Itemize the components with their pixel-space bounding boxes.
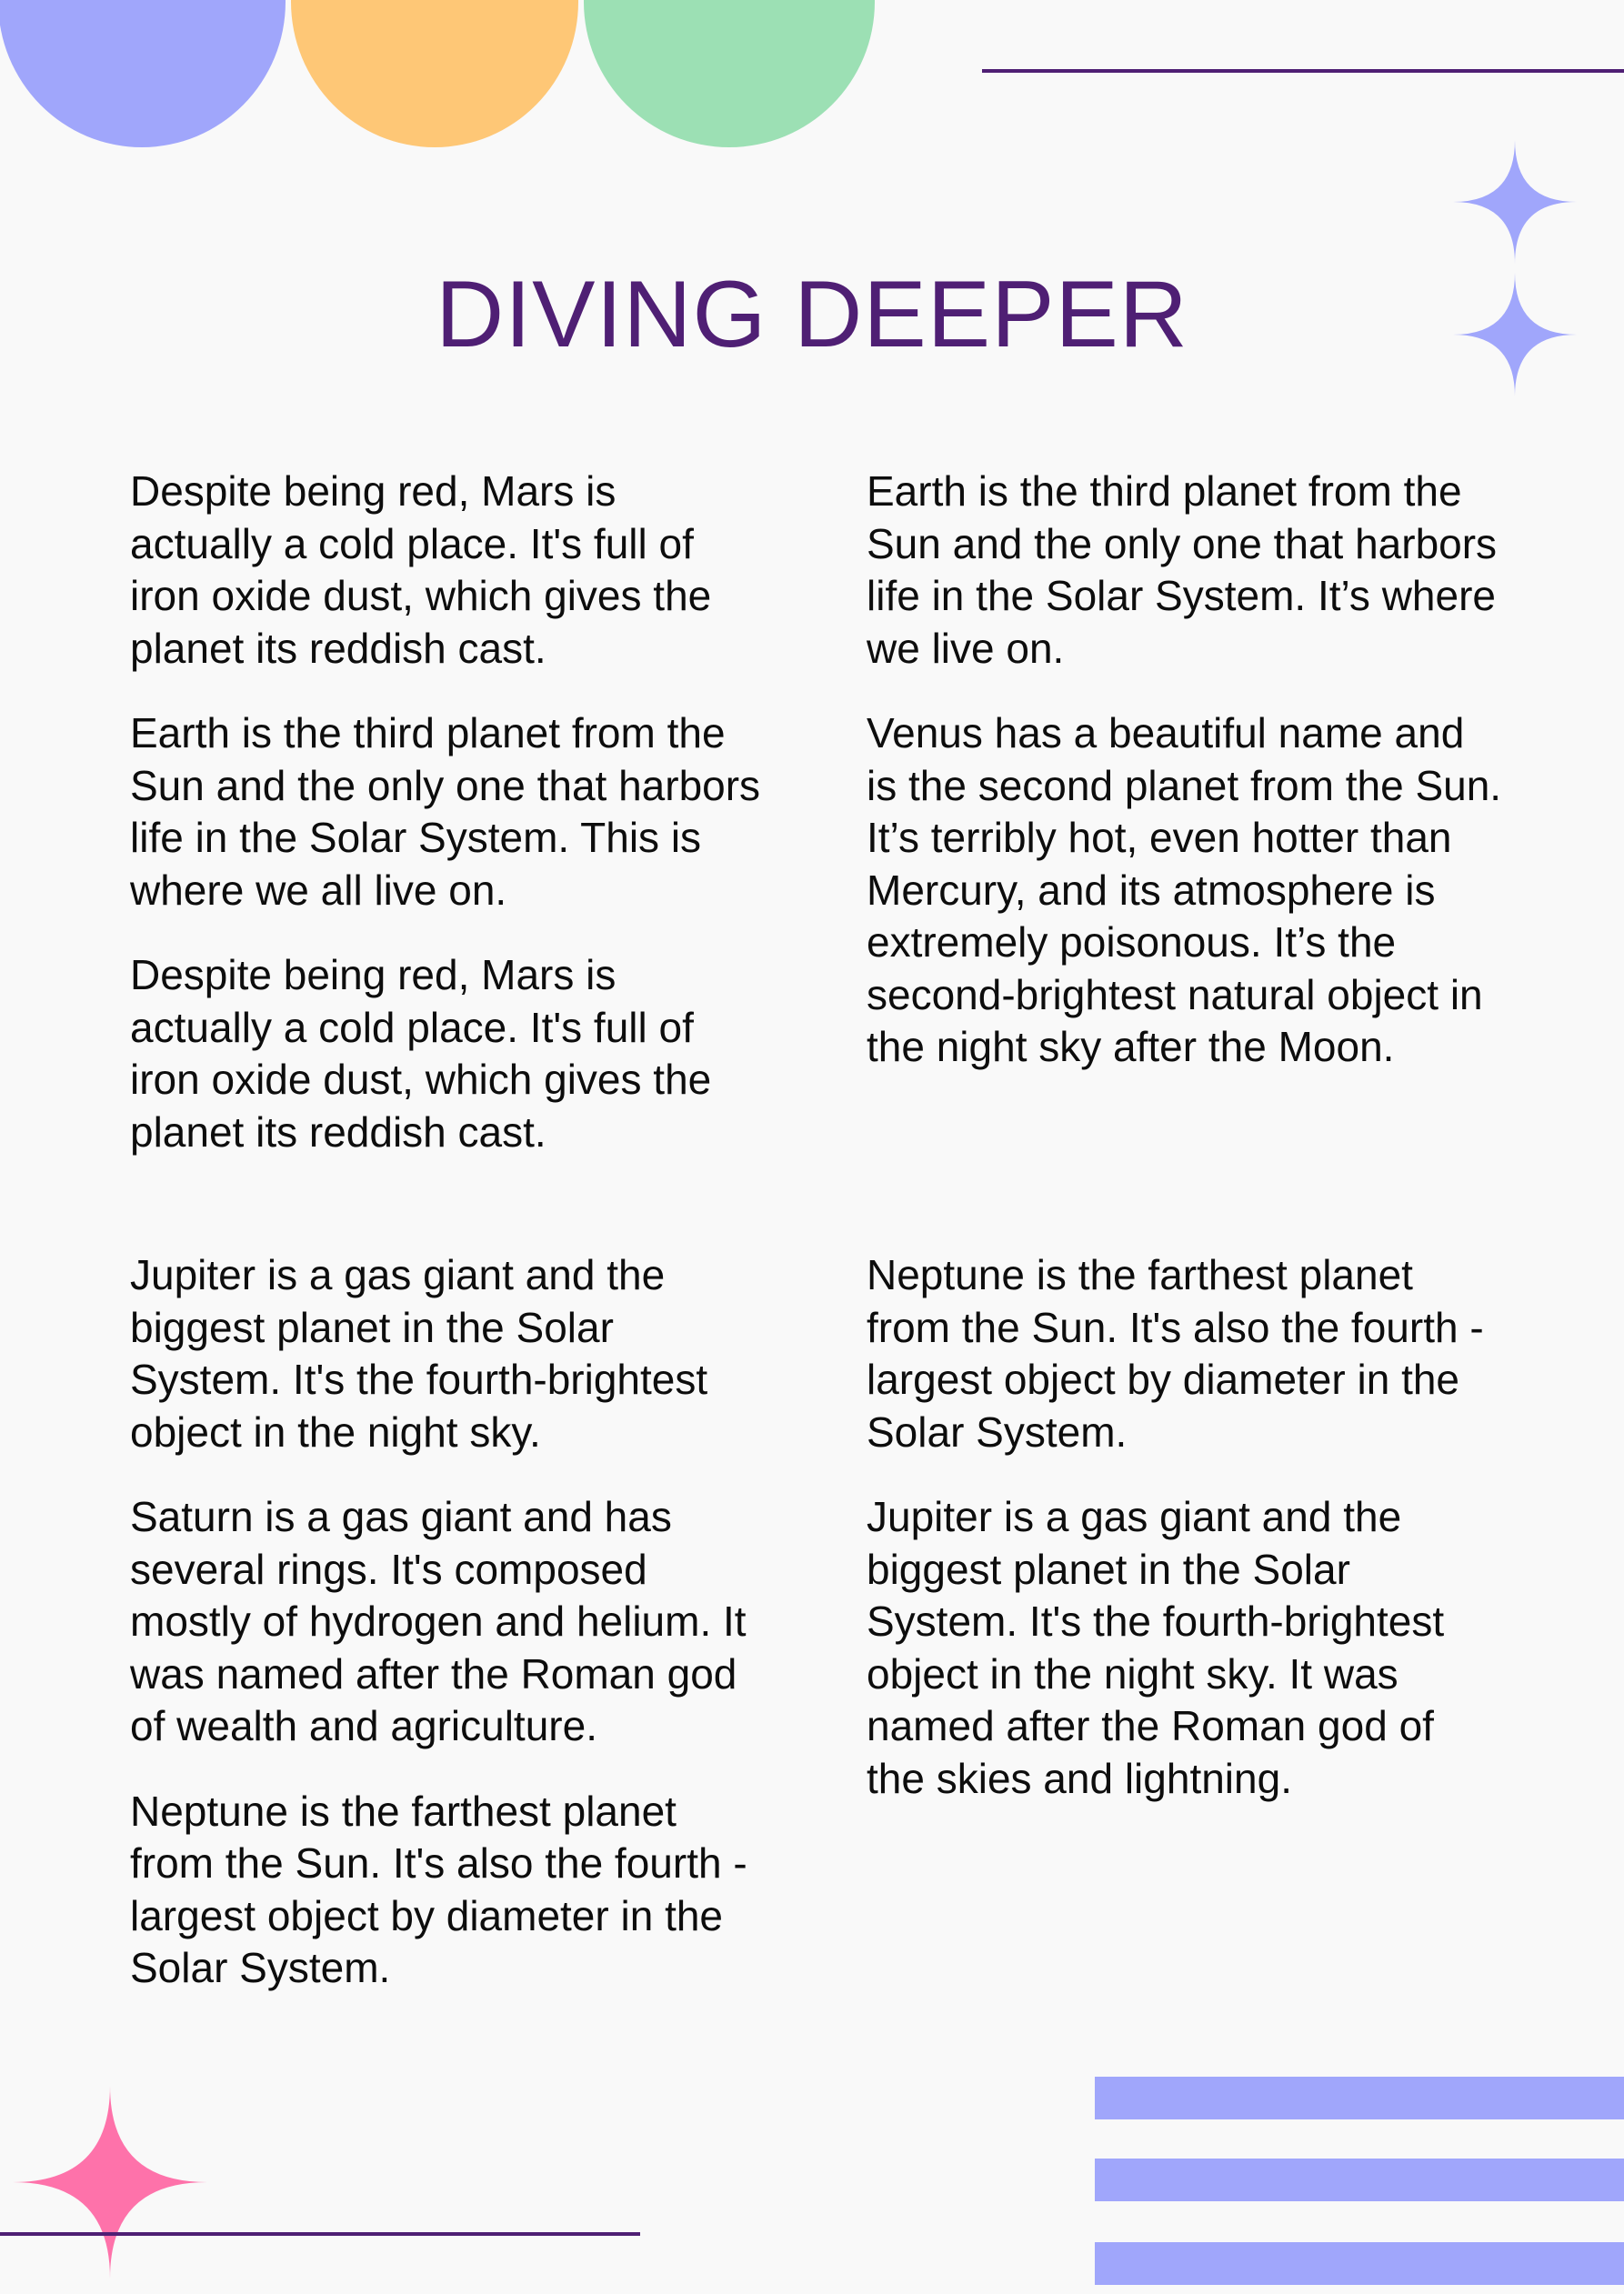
paragraph: Earth is the third planet from the Sun and the only one that harbors life in the Solar System. This is where we all live on.: [130, 709, 761, 914]
paragraph: Saturn is a gas giant and has several rings. It's composed mostly of hydrogen and helium. It was named after the Roman god of wealth and agriculture.: [130, 1493, 747, 1749]
paragraph: Earth is the third planet from the Sun and the only one that harbors life in the Solar System. It’s where we live on.: [867, 467, 1498, 672]
decor-bar: [1095, 2159, 1624, 2201]
section-2-right-column: [867, 1249, 1503, 1838]
paragraph: Neptune is the farthest planet from the Sun. It's also the fourth -largest object by diameter in the Solar System.: [867, 1251, 1484, 1456]
paragraph: Jupiter is a gas giant and the biggest planet in the Solar System. It's the fourth-brightest object in the night sky.: [130, 1251, 708, 1456]
paragraph: Jupiter is a gas giant and the biggest planet in the Solar System. It's the fourth-brightest object in the night sky. It was named after the Roman god of the skies and lightning.: [867, 1493, 1445, 1802]
section-1-right-column: [867, 466, 1503, 1107]
decor-line-top: [982, 69, 1624, 73]
paragraph: Despite being red, Mars is actually a cold place. It's full of iron oxide dust, which gives the planet its reddish cast.: [130, 467, 712, 672]
paragraph: Venus has a beautiful name and is the second planet from the Sun. It’s terribly hot, even hotter than Mercury, and its atmosphere is extremely poisonous. It’s the second-brightest natural object in the night sky after the Moon.: [867, 709, 1502, 1070]
sparkle-star-icon-pink: [13, 2086, 207, 2279]
decor-bar: [1095, 2077, 1624, 2119]
decor-circle-blue: [0, 0, 286, 147]
section-2-left-column: [130, 1249, 767, 2028]
decor-line-bottom: [0, 2232, 640, 2236]
page-title: DIVING DEEPER: [436, 262, 1188, 367]
sparkle-star-icon-top: [1453, 140, 1577, 264]
section-1-left-column: [130, 466, 767, 1191]
decor-circle-orange: [291, 0, 578, 147]
paragraph: Neptune is the farthest planet from the Sun. It's also the fourth -largest object by diameter in the Solar System.: [130, 1787, 747, 1991]
decor-bar: [1095, 2242, 1624, 2285]
decor-circle-green: [584, 0, 875, 147]
paragraph: Despite being red, Mars is actually a cold place. It's full of iron oxide dust, which gives the planet its reddish cast.: [130, 951, 712, 1156]
